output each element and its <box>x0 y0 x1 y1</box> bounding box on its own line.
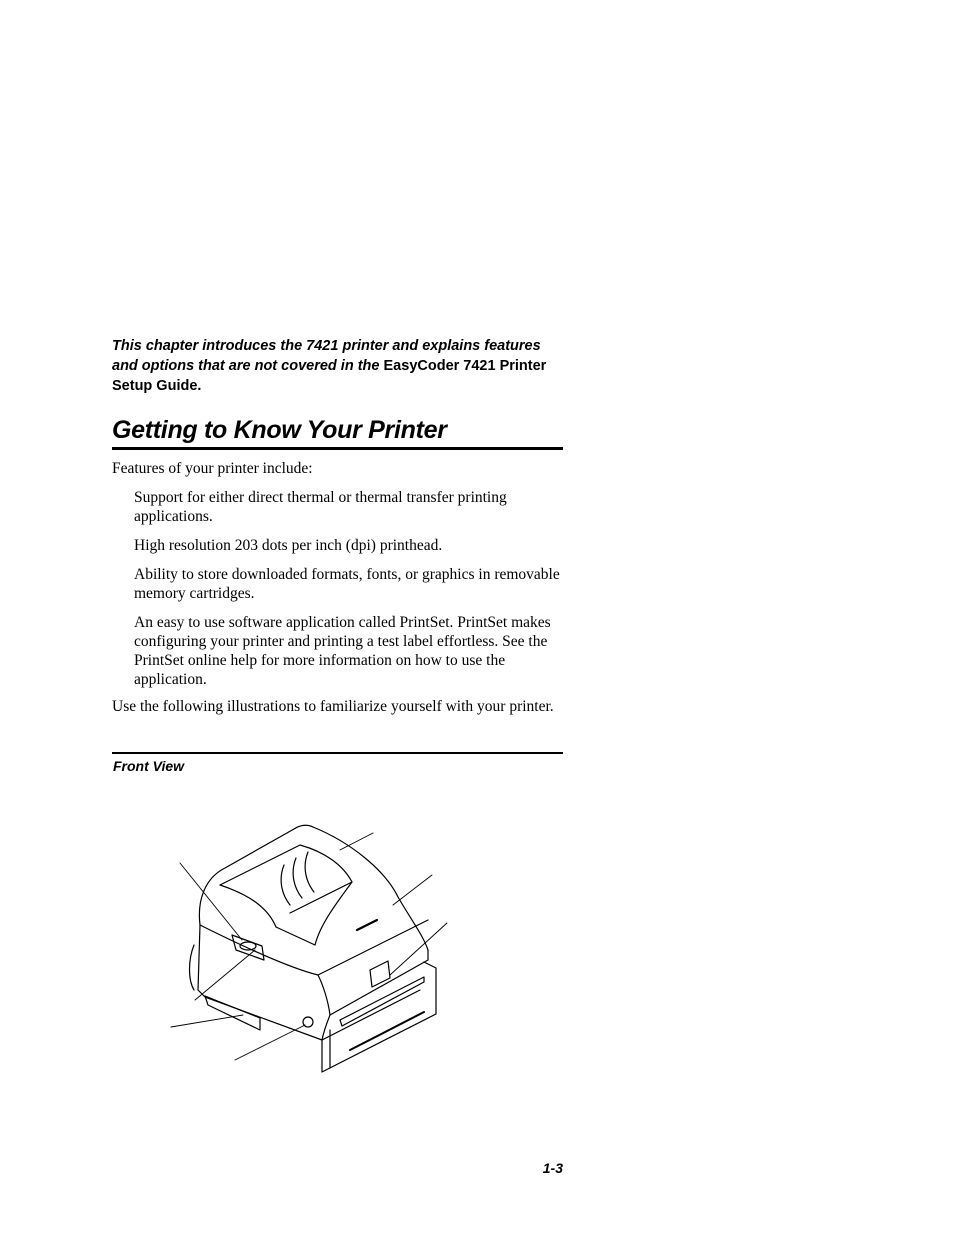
feature-list <box>134 488 564 699</box>
heading-rule <box>112 447 563 450</box>
list-item: Support for either direct thermal or thermal transfer printing applications. <box>134 489 507 525</box>
list-item: An easy to use software application called PrintSet. PrintSet makes configuring your printer and printing a test label effortless. See the PrintSet online help for more information on how to use the application. <box>134 614 551 688</box>
section-heading: Getting to Know Your Printer <box>112 416 447 444</box>
list-item: High resolution 203 dots per inch (dpi) printhead. <box>134 537 443 554</box>
intro-guide-title: EasyCoder 7421 Printer Setup Guide <box>112 358 547 394</box>
illustrations-intro: Use the following illustrations to familiarize yourself with your printer. <box>112 698 554 715</box>
page-number: 1-3 <box>542 1160 563 1176</box>
subsection-rule <box>112 752 563 754</box>
list-item: Ability to store downloaded formats, fonts, or graphics in removable memory cartridges. <box>134 566 560 602</box>
intro-text: This chapter introduces the 7421 printer and explains features and options that are not covered in the <box>112 338 541 374</box>
chapter-intro <box>112 336 562 396</box>
subsection-heading: Front View <box>113 758 185 774</box>
features-intro: Features of your printer include: <box>112 460 313 477</box>
printer-front-view-illustration <box>160 818 460 1080</box>
intro-end: . <box>197 378 202 394</box>
